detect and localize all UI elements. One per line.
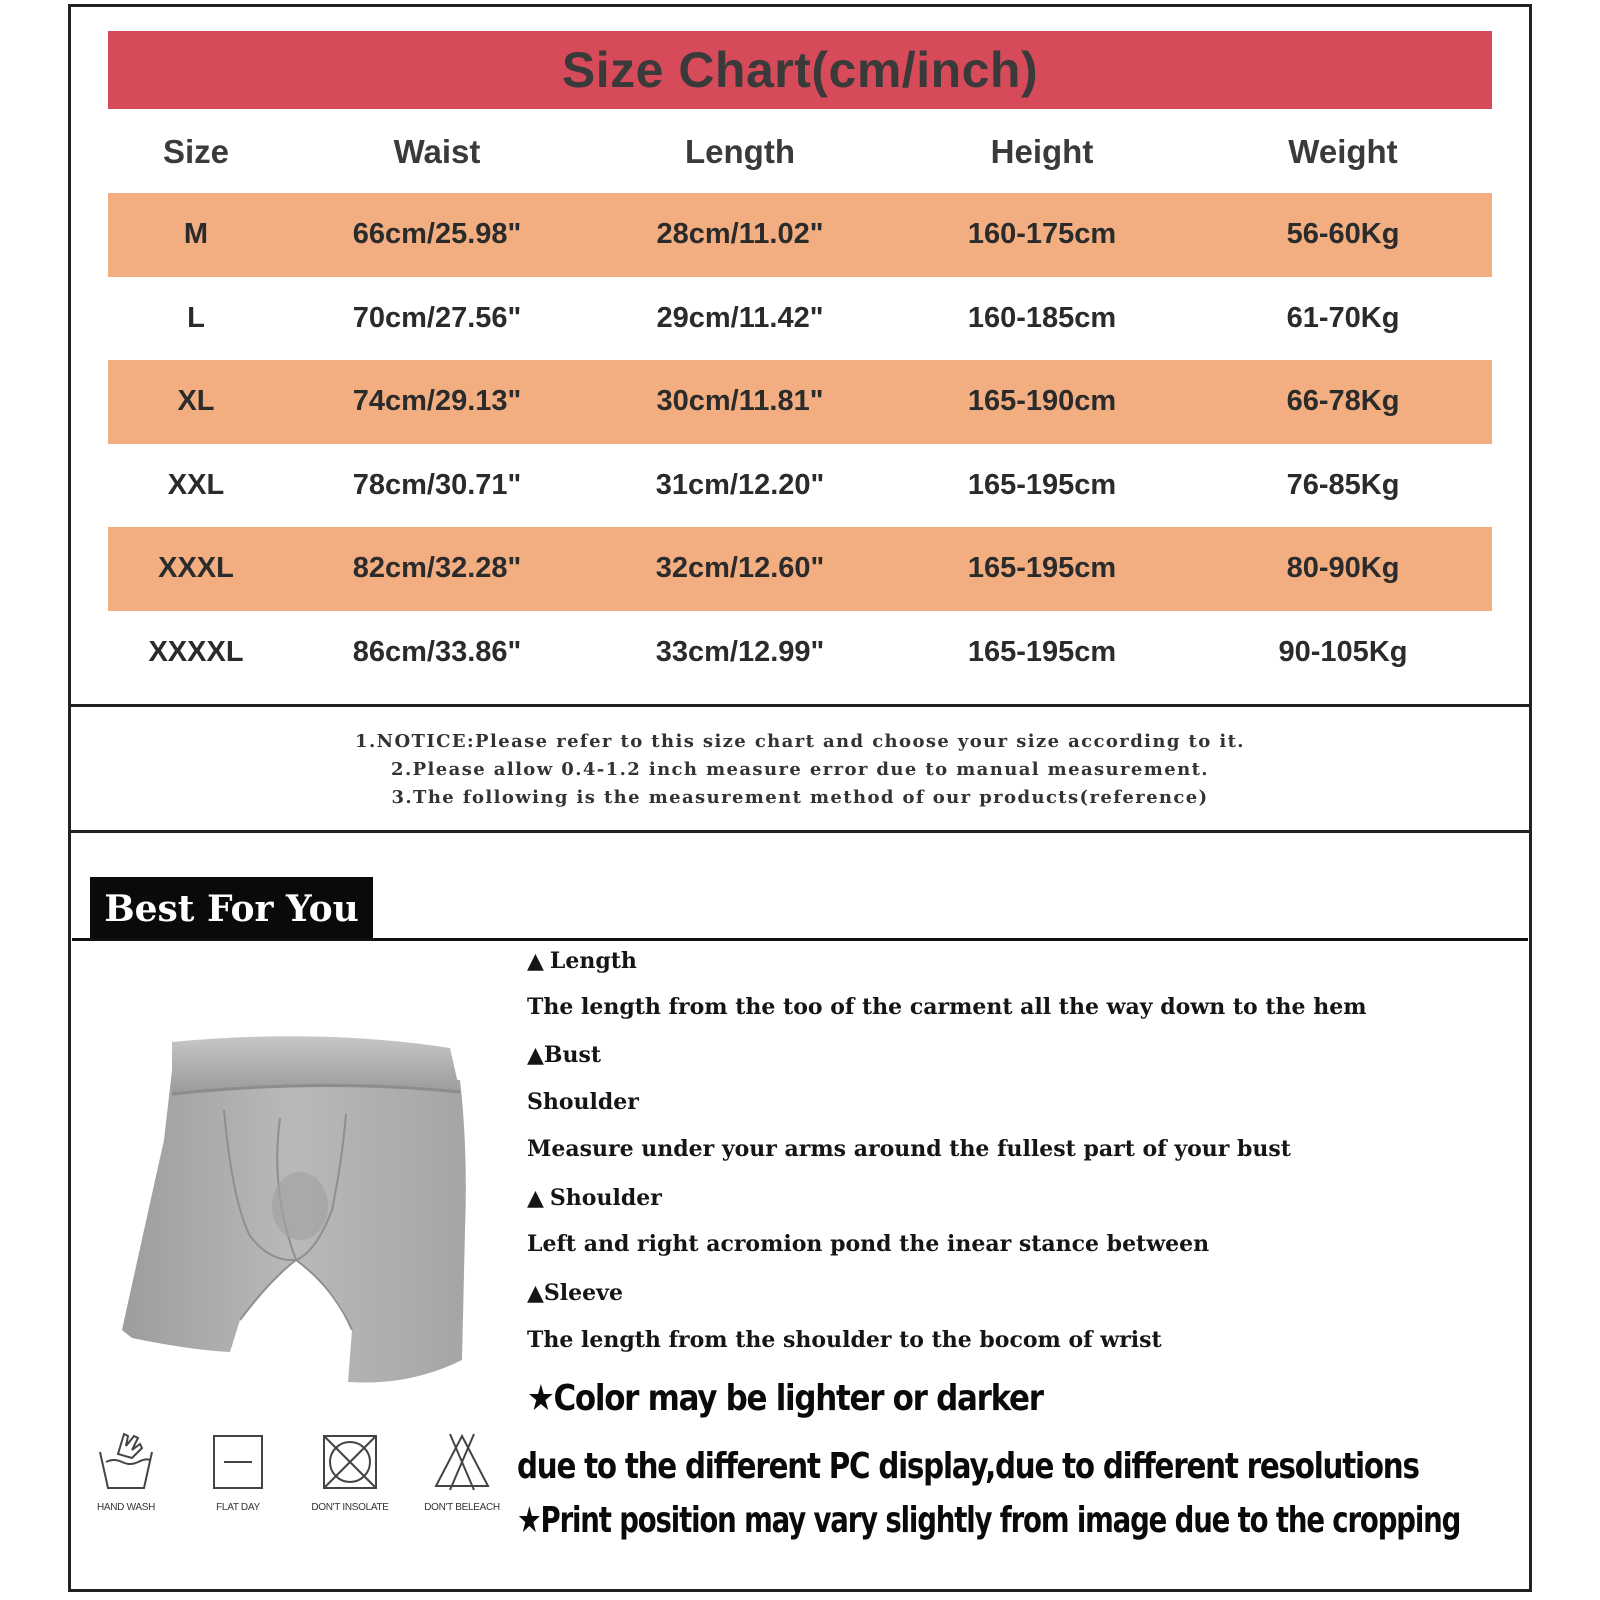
cell-weight: 66-78Kg bbox=[1286, 385, 1400, 418]
cell-size: XXXL bbox=[158, 552, 234, 585]
cell-weight: 90-105Kg bbox=[1278, 635, 1408, 668]
size-chart-title-bar bbox=[108, 31, 1492, 109]
table-row bbox=[108, 360, 1492, 444]
length-heading: ▲ Length bbox=[527, 948, 637, 974]
sleeve-text: The length from the shoulder to the bocom of wrist bbox=[527, 1327, 1162, 1353]
best-for-you-rule bbox=[72, 938, 1528, 941]
sleeve-heading: ▲Sleeve bbox=[527, 1280, 623, 1306]
header-height: Height bbox=[990, 132, 1094, 170]
cell-waist: 82cm/32.28" bbox=[352, 552, 522, 585]
hand-wash-icon bbox=[94, 1430, 158, 1494]
do-not-tumble-dry-icon bbox=[318, 1430, 382, 1494]
flat-dry-icon bbox=[206, 1430, 270, 1494]
cell-waist: 74cm/29.13" bbox=[352, 385, 522, 418]
shoulder-label: Shoulder bbox=[527, 1089, 639, 1115]
triangle-icon: ▲ bbox=[527, 948, 544, 974]
notice-line: 1.NOTICE:Please refer to this size chart and choose your size according to it. bbox=[355, 731, 1245, 752]
cell-weight: 76-85Kg bbox=[1286, 468, 1400, 501]
cell-height: 165-195cm bbox=[967, 635, 1117, 668]
color-note: ★Color may be lighter or darker bbox=[527, 1378, 1043, 1419]
notice-line: 3.The following is the measurement method of our products(reference) bbox=[391, 787, 1209, 808]
notice-line: 2.Please allow 0.4-1.2 inch measure error due to manual measurement. bbox=[391, 759, 1209, 780]
cell-waist: 78cm/30.71" bbox=[352, 468, 522, 501]
bust-heading: ▲Bust bbox=[527, 1042, 602, 1068]
do-not-bleach-icon bbox=[430, 1430, 494, 1494]
header-waist: Waist bbox=[393, 132, 481, 170]
cell-length: 30cm/11.81" bbox=[656, 385, 824, 418]
size-chart-title: Size Chart(cm/inch) bbox=[561, 42, 1039, 98]
cell-length: 31cm/12.20" bbox=[655, 468, 825, 501]
cell-weight: 56-60Kg bbox=[1286, 218, 1400, 251]
table-row bbox=[108, 193, 1492, 277]
care-no-tumble bbox=[302, 1430, 398, 1513]
length-text: The length from the too of the carment all the way down to the hem bbox=[527, 994, 1367, 1020]
best-for-you-tab bbox=[90, 877, 373, 941]
header-size: Size bbox=[162, 132, 230, 170]
cell-waist: 86cm/33.86" bbox=[352, 635, 522, 668]
cell-height: 165-190cm bbox=[967, 385, 1117, 418]
boxer-brief-image bbox=[120, 1030, 486, 1386]
section-divider bbox=[68, 704, 1532, 707]
triangle-icon: ▲ bbox=[527, 1185, 544, 1211]
triangle-icon: ▲ bbox=[527, 1280, 544, 1306]
display-note: due to the different PC display,due to different resolutions bbox=[517, 1446, 1419, 1487]
table-row bbox=[108, 611, 1492, 695]
best-for-you-title: Best For You bbox=[104, 888, 359, 930]
size-table bbox=[108, 110, 1492, 694]
header-length: Length bbox=[685, 132, 795, 170]
cell-waist: 66cm/25.98" bbox=[352, 218, 522, 251]
bust-text: Measure under your arms around the fullest part of your bust bbox=[527, 1136, 1291, 1162]
care-label: HAND WASH bbox=[96, 1502, 156, 1513]
table-header-row bbox=[108, 110, 1492, 193]
cell-size: L bbox=[187, 301, 205, 334]
table-row bbox=[108, 527, 1492, 611]
shoulder-text: Left and right acromion pond the inear stance between bbox=[527, 1231, 1210, 1257]
care-hand-wash bbox=[78, 1430, 174, 1513]
cell-height: 165-195cm bbox=[967, 468, 1117, 501]
cell-weight: 61-70Kg bbox=[1286, 301, 1400, 334]
cell-height: 160-185cm bbox=[967, 301, 1117, 334]
cell-weight: 80-90Kg bbox=[1286, 552, 1400, 585]
care-no-bleach bbox=[414, 1430, 510, 1513]
shoulder-heading: ▲ Shoulder bbox=[527, 1185, 662, 1211]
care-label: FLAT DAY bbox=[216, 1502, 260, 1513]
care-label: DON'T BELEACH bbox=[424, 1502, 500, 1513]
cell-height: 160-175cm bbox=[967, 218, 1117, 251]
care-flat-dry bbox=[190, 1430, 286, 1513]
table-row bbox=[108, 444, 1492, 528]
care-label: DON'T INSOLATE bbox=[311, 1502, 389, 1513]
cell-size: M bbox=[183, 218, 209, 251]
triangle-icon: ▲ bbox=[527, 1042, 544, 1068]
header-weight: Weight bbox=[1288, 132, 1398, 170]
cell-height: 165-195cm bbox=[967, 552, 1117, 585]
cell-waist: 70cm/27.56" bbox=[352, 301, 522, 334]
table-row bbox=[108, 277, 1492, 361]
cell-length: 29cm/11.42" bbox=[656, 301, 824, 334]
cell-length: 32cm/12.60" bbox=[655, 552, 825, 585]
cell-size: XXL bbox=[167, 468, 225, 501]
notices bbox=[68, 728, 1532, 812]
print-note: ★Print position may vary slightly from image due to the cropping bbox=[517, 1500, 1461, 1541]
cell-size: XXXXL bbox=[148, 635, 244, 668]
cell-length: 28cm/11.02" bbox=[656, 218, 824, 251]
section-divider bbox=[68, 830, 1532, 833]
cell-length: 33cm/12.99" bbox=[655, 635, 825, 668]
cell-size: XL bbox=[177, 385, 215, 418]
